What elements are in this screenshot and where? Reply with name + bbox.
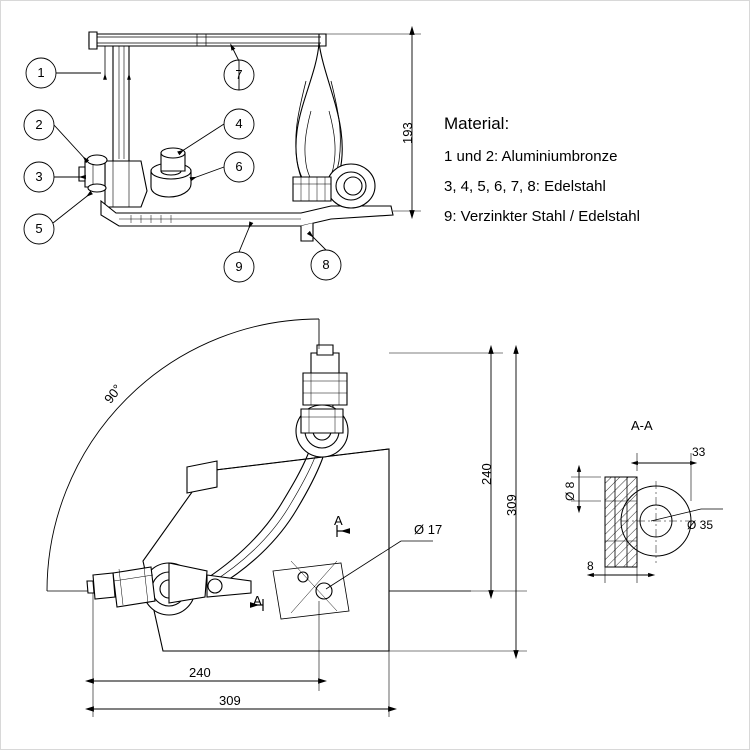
section-dim-dia-8-left: Ø 8	[563, 481, 577, 501]
section-marker-a-lower: A	[253, 593, 262, 608]
callout-2: 2	[35, 117, 43, 132]
dimension-height-193: 193	[400, 122, 415, 144]
callout-5: 5	[35, 221, 43, 236]
dimension-plan-vertical-309: 309	[504, 494, 519, 516]
section-aa-view	[601, 471, 691, 567]
drawing-vector-layer	[1, 1, 750, 750]
dimension-plan-309: 309	[219, 693, 241, 708]
section-marker-a-upper: A	[334, 513, 343, 528]
dimension-plan-240: 240	[189, 665, 211, 680]
dimension-angle-90: 90°	[101, 381, 125, 407]
material-line-3: 9: Verzinkter Stahl / Edelstahl	[444, 208, 640, 225]
dimension-hole-17: Ø 17	[414, 522, 443, 537]
material-line-2: 3, 4, 5, 6, 7, 8: Edelstahl	[444, 178, 606, 195]
dimension-plan-vertical-240: 240	[479, 463, 494, 485]
section-dim-33: 33	[692, 445, 706, 459]
section-label-aa: A-A	[631, 418, 653, 433]
material-line-1: 1 und 2: Aluminiumbronze	[444, 148, 618, 165]
callout-7: 7	[235, 67, 243, 82]
callout-1: 1	[37, 65, 45, 80]
callout-6: 6	[235, 159, 243, 174]
callout-4: 4	[235, 116, 243, 131]
section-dim-8-bottom: 8	[587, 559, 594, 573]
material-heading: Material:	[444, 114, 510, 133]
callout-9: 9	[235, 259, 243, 274]
section-dim-dia-35: Ø 35	[687, 518, 714, 532]
callout-3: 3	[35, 169, 43, 184]
callout-8: 8	[322, 257, 330, 272]
